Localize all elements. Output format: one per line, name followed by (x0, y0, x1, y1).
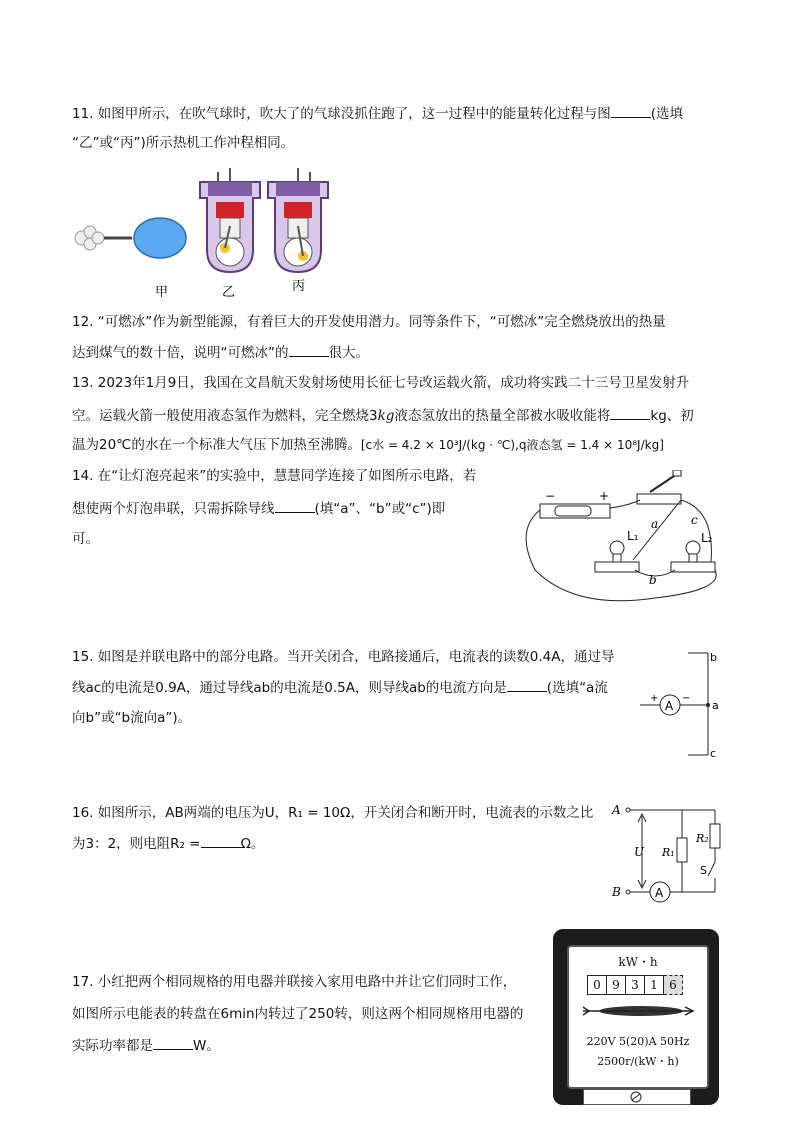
svg-text:U: U (634, 845, 645, 859)
q14-circuit (515, 470, 740, 610)
q12-line1: 12. “可燃冰”作为新型能源，有着巨大的开发使用潜力。同等条件下，“可燃冰”完全燃烧放出的热量 (72, 314, 666, 330)
switch-icon (708, 862, 715, 876)
meter-spec-1: 220V 5(20)A 50Hz (586, 1035, 690, 1048)
meter-digit: 1 (645, 975, 664, 995)
label-jia: 甲 (155, 285, 169, 300)
svg-text:L₁: L₁ (627, 529, 639, 543)
q16-circuit (610, 800, 730, 910)
q13-line3: 温为20℃的水在一个标准大气压下加热至沸腾。[c水 = 4.2 × 10³J/(kg · ℃),q液态氢 = 1.4 × 10⁸J/kg] (72, 437, 664, 453)
answer-blank (289, 342, 329, 357)
svg-text:R₂: R₂ (696, 832, 709, 845)
engine-yi-icon (200, 168, 260, 272)
svg-text:−: − (682, 693, 691, 704)
answer-blank (275, 498, 315, 513)
q11-figure (70, 160, 350, 300)
q15-line1: 15. 如图是并联电路中的部分电路。当开关闭合，电路接通后，电流表的读数0.4A，通过导 (72, 649, 615, 665)
q15-circuit (640, 645, 730, 765)
q17-line2: 如图所示电能表的转盘在6min内转过了250转，则这两个相同规格用电器的 (72, 1006, 524, 1022)
svg-text:−: − (545, 489, 556, 503)
q17-line1: 17. 小红把两个相同规格的用电器并联接入家用电路中并让它们同时工作， (72, 974, 517, 990)
q14-line2: 想使两个灯泡串联，只需拆除导线 (填“a”、“b”或“c”)即 (72, 498, 445, 519)
q14-line1: 14. 在“让灯泡亮起来”的实验中，慧慧同学连接了如图所示电路，若 (72, 468, 477, 484)
q17-line3: 实际功率都是 W。 (72, 1035, 220, 1056)
answer-blank (610, 405, 650, 420)
energy-meter (553, 929, 719, 1105)
svg-text:S: S (700, 864, 707, 877)
meter-digit: 3 (626, 975, 645, 995)
meter-digit: 0 (587, 975, 607, 995)
q15-line3: 向b”或“b流向a”)。 (72, 710, 192, 726)
meter-face (567, 945, 709, 1089)
engine-bing-icon (268, 168, 328, 272)
q13-line2: 空。运载火箭一般使用液态氢作为燃料，完全燃烧3kg液态氢放出的热量全部被水吸收能将 kg、初 (72, 405, 694, 426)
svg-text:B: B (612, 885, 621, 899)
label-yi: 乙 (222, 285, 236, 300)
svg-text:a: a (712, 699, 719, 712)
svg-text:c: c (710, 747, 717, 760)
lamp-l1-icon (595, 541, 639, 572)
meter-digits (587, 975, 683, 993)
q16-line2: 为3：2，则电阻R₂ = Ω。 (72, 833, 264, 854)
q13-line1: 13. 2023年1月9日，我国在文昌航天发射场使用长征七号改运载火箭，成功将实践二十三号卫星发射升 (72, 375, 690, 391)
balloon-icon (134, 218, 186, 258)
svg-text:+: + (650, 693, 659, 704)
battery-icon (540, 504, 610, 518)
q12-line2: 达到煤气的数十倍，说明“可燃冰”的 很大。 (72, 342, 369, 363)
q16-line1: 16. 如图所示，AB两端的电压为U，R₁ = 10Ω，开关闭合和断开时，电流表的示数之比 (72, 805, 594, 821)
resistor-r1-icon (677, 838, 687, 862)
answer-blank (153, 1035, 193, 1050)
answer-blank (201, 833, 241, 848)
label-bing: 丙 (292, 279, 306, 294)
svg-text:+: + (599, 489, 610, 503)
q14-line3: 可。 (72, 531, 99, 547)
svg-text:b: b (710, 651, 717, 664)
lamp-l2-icon (671, 541, 715, 572)
svg-text:a: a (651, 517, 659, 531)
meter-spec-2: 2500r/(kW・h) (597, 1055, 679, 1068)
svg-text:A: A (655, 886, 664, 900)
meter-unit: kW・h (618, 955, 658, 969)
svg-text:b: b (649, 573, 657, 587)
meter-terminal-block (583, 1089, 691, 1105)
resistor-r2-icon (710, 824, 720, 848)
q11-line1: 11. 如图甲所示，在吹气球时，吹大了的气球没抓住跑了，这一过程中的能量转化过程与图 (选填 (72, 103, 683, 124)
answer-blank (507, 677, 547, 692)
svg-text:A: A (665, 699, 674, 713)
air-puff-icon (75, 226, 104, 250)
svg-text:R₁: R₁ (662, 846, 675, 859)
screw-icon (630, 1091, 642, 1103)
q15-line2: 线ac的电流是0.9A，通过导线ab的电流是0.5A，则导线ab的电流方向是 (选填“a流 (72, 677, 608, 698)
switch-icon (637, 470, 681, 504)
meter-digit-decimal: 6 (664, 975, 683, 995)
svg-text:L₂: L₂ (701, 531, 713, 545)
q11-line2: “乙”或“丙”)所示热机工作冲程相同。 (72, 135, 295, 151)
svg-text:A: A (612, 803, 621, 817)
answer-blank (611, 103, 651, 118)
meter-disc-icon (579, 1001, 697, 1021)
meter-digit: 9 (607, 975, 626, 995)
svg-text:c: c (691, 513, 698, 527)
